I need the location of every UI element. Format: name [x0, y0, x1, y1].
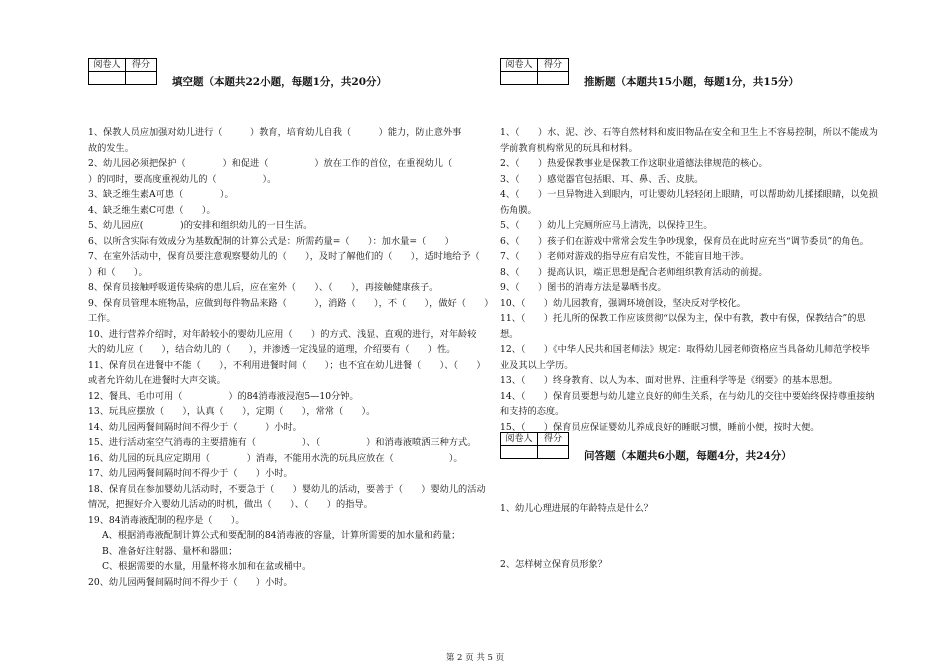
question-line: 6、以所含实际有效成分为基数配制的计算公式是：所需药量=（ ）：加水量=（ ）	[88, 235, 454, 247]
question-line: 11、保育员在进餐中不能（ ），不利用进餐时间（ ）；也不宜在幼儿进餐（ ）、（ ）	[88, 359, 486, 371]
score-cell	[538, 446, 569, 459]
option-c: C、根据需要的水量，用量杯将水加和在盆或桶中。	[102, 561, 312, 572]
question-line: 12、餐具、毛巾可用（ ）的84消毒液浸泡5—10分钟。	[88, 390, 359, 402]
score-table	[500, 432, 569, 459]
question-line: 3、（ ）感觉器官包括眼、耳、鼻、舌、皮肤。	[500, 173, 704, 185]
question-line: 大的幼儿应（ ），结合幼儿的（ ），并渗透一定浅显的道理，介绍要有（ ）性。	[88, 344, 456, 355]
question-line: 13、（ ）终身教育、以人为本、面对世界、注重科学等是《纲要》的基本思想。	[500, 375, 838, 386]
question-line: 1、保教人员应加强对幼儿进行（ ）教育，培育幼儿自我（ ）能力，防止意外事	[88, 127, 462, 138]
question-line: 想。	[500, 328, 519, 340]
question-line: 业及其以上学历。	[500, 359, 574, 371]
reviewer-header: 阅卷人	[89, 59, 126, 72]
question-line: 17、幼儿园两餐间隔时间不得少于（ ）小时。	[88, 468, 293, 479]
question-line: 8、保育员接触呼吸道传染病的患儿后，应在室外（ ）、（ ），再接触健康孩子。	[88, 282, 439, 293]
question-line: 2、（ ）热爱保教事业是保教工作这职业道德法律规范的核心。	[500, 158, 768, 169]
score-header: 得分	[126, 59, 157, 72]
reviewer-cell	[501, 446, 538, 459]
question-line: 5、幼儿园应( )的安排和组织幼儿的一日生活。	[88, 220, 313, 231]
question-line: 1、（ ）水、泥、沙、石等自然材料和废旧物品在安全和卫生上不容易控制，所以不能成为	[500, 127, 878, 138]
score-cell	[126, 72, 157, 85]
question-line: 8、（ ）提高认识，端正思想是配合老师组织教育活动的前提。	[500, 266, 768, 278]
question-line: 4、缺乏维生素C可患（ ）。	[88, 204, 216, 216]
question-line: 故的发生。	[88, 142, 134, 154]
reviewer-header: 阅卷人	[501, 433, 538, 446]
question-line: 14、幼儿园两餐间隔时间不得少于（ ）小时。	[88, 421, 302, 433]
reviewer-header: 阅卷人	[501, 59, 538, 72]
question-line: 3、缺乏维生素A可患（ ）。	[88, 189, 234, 200]
score-table	[88, 58, 157, 85]
qa-question-1: 1、幼儿心理进展的年龄特点是什么？	[500, 503, 653, 514]
qa-section-title: 问答题（本题共6小题，每题4分，共24分）	[584, 450, 792, 462]
question-line: 4、（ ）一旦异物进入到眼内，可让婴幼儿轻轻闭上眼睛，可以帮助幼儿揉揉眼睛，以免损	[500, 189, 878, 200]
question-line: 15、进行活动室空气消毒的主要措施有（ ）、（ ）和消毒液喷洒三种方式。	[88, 437, 477, 448]
question-line: 2、幼儿园必须把保护（ ）和促进（ ）放在工作的首位，在重视幼儿（	[88, 158, 453, 169]
fill-in-questions	[88, 125, 493, 590]
question-line: 9、（ ）图书的消毒方法是暴晒书皮。	[500, 282, 667, 293]
reviewer-cell	[501, 72, 538, 85]
question-line: 伤角膜。	[500, 204, 537, 216]
question-line: ）和（ ）。	[88, 266, 148, 278]
question-line: 7、（ ）老师对游戏的指导应有启发性，不能盲目地干涉。	[500, 251, 750, 262]
question-line: 或者允许幼儿在进餐时大声交谈。	[88, 375, 226, 386]
fill-in-section-title: 填空题（本题共22小题，每题1分，共20分）	[172, 76, 388, 88]
score-header: 得分	[538, 59, 569, 72]
question-line: 13、玩具应摆放（ ），认真（ ），定期（ ），常常（ ）。	[88, 406, 376, 417]
question-line: 16、幼儿园的玩具应定期用（ ）消毒，不能用水洗的玩具应放在（ ）。	[88, 452, 463, 464]
score-cell	[538, 72, 569, 85]
question-line: 情况，把握好介入婴幼儿活动的时机，做出（ ）、（ ）的指导。	[88, 499, 373, 510]
option-b: B、准备好注射器、量杯和器皿；	[102, 545, 238, 557]
page-number: 第 2 页 共 5 页	[445, 653, 505, 663]
judgment-section-title: 推断题（本题共15小题，每题1分，共15分）	[584, 76, 800, 88]
qa-question-2: 2、怎样树立保育员形象？	[500, 559, 607, 570]
reviewer-cell	[89, 72, 126, 85]
question-line: 6、（ ）孩子们在游戏中常常会发生争吵现象，保育员在此时应充当“调节委员”的角色。	[500, 235, 869, 247]
option-a: A、根据消毒液配制计算公式和要配制的84消毒液的容量，计算所需要的加水量和药量；	[102, 530, 461, 541]
question-line: 和支持的态度。	[500, 406, 565, 417]
question-line: 10、（ ）幼儿园教育，强调环境创设，坚决反对学校化。	[500, 297, 746, 309]
judgment-questions	[500, 125, 905, 435]
question-line: 19、84消毒液配制的程序是（ ）。	[88, 514, 245, 526]
question-line: ）的同时，要高度重视幼儿的（ ）。	[88, 173, 277, 185]
score-table	[500, 58, 569, 85]
question-line: 7、在室外活动中，保育员要注意观察婴幼儿的（ ），及时了解他们的（ ），适时地给予（	[88, 251, 480, 262]
question-line: 14、（ ）保育员要想与幼儿建立良好的师生关系，在与幼儿的交往中要始终保持尊重接纳	[500, 390, 875, 402]
question-line: 11、（ ）托儿所的保教工作应该贯彻“以保为主，保中有教，教中有保，保教结合”的思	[500, 313, 866, 324]
question-line: 工作。	[88, 313, 116, 324]
question-line: 20、幼儿园两餐间隔时间不得少于（ ）小时。	[88, 576, 293, 588]
question-line: 10、进行营养介绍时，对年龄较小的婴幼儿应用（ ）的方式、浅显、直观的进行，对年龄较	[88, 328, 477, 340]
question-line: 15、（ ）保育员应保证婴幼儿养成良好的睡眠习惯，睡前小便，按时大便。	[500, 421, 820, 433]
question-line: 12、（ ）《中华人民共和国老师法》规定：取得幼儿园老师资格应当具备幼儿师范学校毕	[500, 344, 870, 355]
question-line: 18、保育员在参加婴幼儿活动时，不要急于（ ）婴幼儿的活动，要善于（ ）婴幼儿的活动	[88, 483, 486, 495]
question-line: 5、（ ）幼儿上完厕所应马上清洗，以保持卫生。	[500, 220, 713, 231]
score-header: 得分	[538, 433, 569, 446]
question-line: 9、保育员管理本班物品，应做到每件物品来路（ ），消路（ ），不（ ），做好（ ）	[88, 297, 493, 309]
question-line: 学前教育机构常见的玩具和材料。	[500, 142, 638, 154]
